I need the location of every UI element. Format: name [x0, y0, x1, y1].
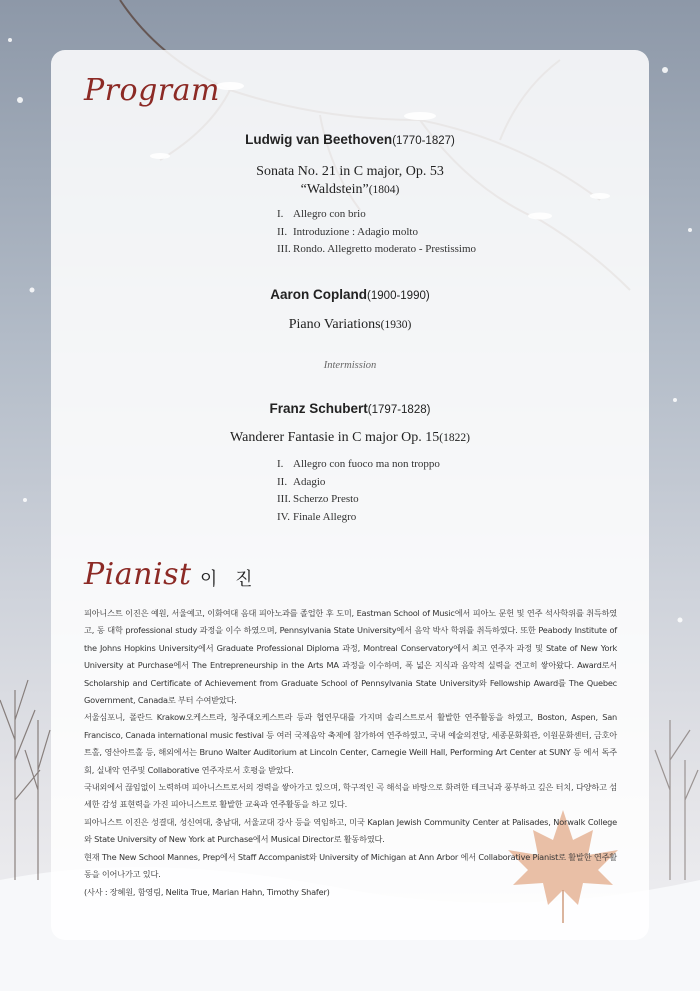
composer-copland: [0, 287, 700, 302]
work-beethoven: [0, 163, 700, 199]
pianist-biography: [84, 605, 617, 901]
composer-schubert: [0, 401, 700, 416]
work-title: Wanderer Fantasie in C major Op. 15: [230, 430, 440, 445]
movement-item: [277, 456, 440, 474]
work-dates: (1804): [368, 184, 400, 196]
bio-paragraph: 현재 The New School Mannes, Prep에서 Staff Accompanist와 University of Michigan at Ann Arbor 에서 Collaborative Pianist로 활발한 연주활동을 이어나가고 있다.: [84, 851, 617, 880]
work-copland: [0, 316, 700, 334]
movement-item: [277, 241, 476, 259]
bio-paragraph: 서울심포니, 폴란드 Krakow오케스트라, 청주대오케스트라 등과 협연무대를 가지며 솔리스트로서 활발한 연주활동을 하였고, Boston, Aspen, San Francisco, Canada international music festival 등 여러 국제음악 축제에 참가하여 연주하였고, 국내 예술의전당, 세종문화회관, 이원문화센터, 금호아트홀, 영산아트홀 등, 해외에서는 Bruno Walter Auditorium at Lincoln Center, Carnegie Weill Hall, Performing Art Center at SUNY 등 에서 독주회, 실내악 연주및 Collaborative 연주자로서 호평을 받았다.: [84, 712, 617, 775]
program-heading: Program: [84, 73, 220, 108]
composer-name: Aaron Copland: [270, 287, 368, 302]
movement-title: Scherzo Presto: [293, 493, 359, 505]
movement-title: Rondo. Allegretto moderato - Prestissimo: [293, 243, 477, 255]
bio-paragraph: 국내외에서 끊임없이 노력하며 피아니스트로서의 경력을 쌓아가고 있으며, 학구적인 곡 해석을 바탕으로 화려한 테크닉과 풍부하고 깊은 터치, 다양하고 섬세한 감성 표현력을 가진 피아니스트로 활발한 교육과 연주활동을 하고 있다.: [84, 782, 617, 810]
composer-dates: (1900-1990): [367, 290, 430, 302]
movement-title: Allegro con fuoco ma non troppo: [293, 458, 440, 470]
work-title: Piano Variations: [288, 317, 381, 332]
movement-number: I.: [277, 458, 284, 470]
pianist-heading: Pianist: [84, 557, 192, 592]
composer-dates: (1797-1828): [367, 404, 431, 416]
bio-paragraph: 피아니스트 이진은 성결대, 성신여대, 충남대, 서울교대 강사 등을 역임하고, 미국 Kaplan Jewish Community Center at Palisades, Norwalk College와 State University of New York at Purchase에서 Musical Director로 활동하였다.: [84, 816, 617, 845]
movement-title: Adagio: [293, 475, 326, 488]
snowy-trees-icon: [0, 680, 50, 880]
composer-dates: (1770-1827): [392, 135, 455, 147]
movement-title: Finale Allegro: [293, 510, 357, 523]
movement-item: [277, 206, 476, 224]
movement-number: IV.: [277, 510, 290, 523]
pianist-name: 이 진: [200, 569, 259, 590]
work-dates: (1930): [380, 319, 412, 331]
movement-item: [277, 474, 440, 492]
movement-number: III.: [277, 243, 291, 255]
composer-beethoven: [0, 132, 700, 147]
intermission-label: Intermission: [323, 360, 377, 371]
movements-beethoven: [277, 206, 476, 259]
composer-name: Ludwig van Beethoven: [245, 132, 393, 147]
movement-item: [277, 224, 476, 242]
movements-schubert: [277, 456, 440, 526]
movement-title: Allegro con brio: [293, 208, 366, 220]
bio-paragraph: 피아니스트 이진은 예원, 서울예고, 이화여대 음대 피아노과를 졸업한 후 도미, Eastman School of Music에서 피아노 문헌 및 연주 석사학위를 취득하였고, 동 대학 professional study 과정을 이수 하였으며, Pennsylvania State University에서 음악 박사 학위를 취득하였다. 또한 Peabody Institute of the Johns Hopkins University에서 Graduate Professional Diploma 과정, Montreal Conservatory에서 최고 연주자 과정 및 State of New York University at Purchase에서 The Entrepreneurship in the Arts MA 과정을 이수하며, 폭 넓은 지식과 음악적 실력을 견고히 쌓아왔다. Award로서 Scholarship and Certificate of Achievement from Graduate School of Pennsylvania State University와 Fellowship Award를 The Quebec Government, Canada로 부터 수여받았다.: [84, 608, 617, 706]
movement-number: II.: [277, 475, 288, 488]
movement-title: Introduzione : Adagio molto: [293, 225, 418, 238]
work-dates: (1822): [439, 432, 470, 444]
movement-number: II.: [277, 225, 288, 238]
work-schubert: [0, 429, 700, 447]
movement-number: III.: [277, 493, 291, 505]
work-title: Sonata No. 21 in C major, Op. 53: [256, 164, 444, 179]
bio-paragraph: (사사 : 장혜원, 함영림, Nelita True, Marian Hahn, Timothy Shafer): [84, 886, 330, 897]
movement-item: [277, 491, 440, 509]
movement-item: [277, 509, 440, 527]
composer-name: Franz Schubert: [269, 401, 368, 416]
work-subtitle: “Waldstein”: [300, 182, 369, 197]
movement-number: I.: [277, 208, 284, 220]
